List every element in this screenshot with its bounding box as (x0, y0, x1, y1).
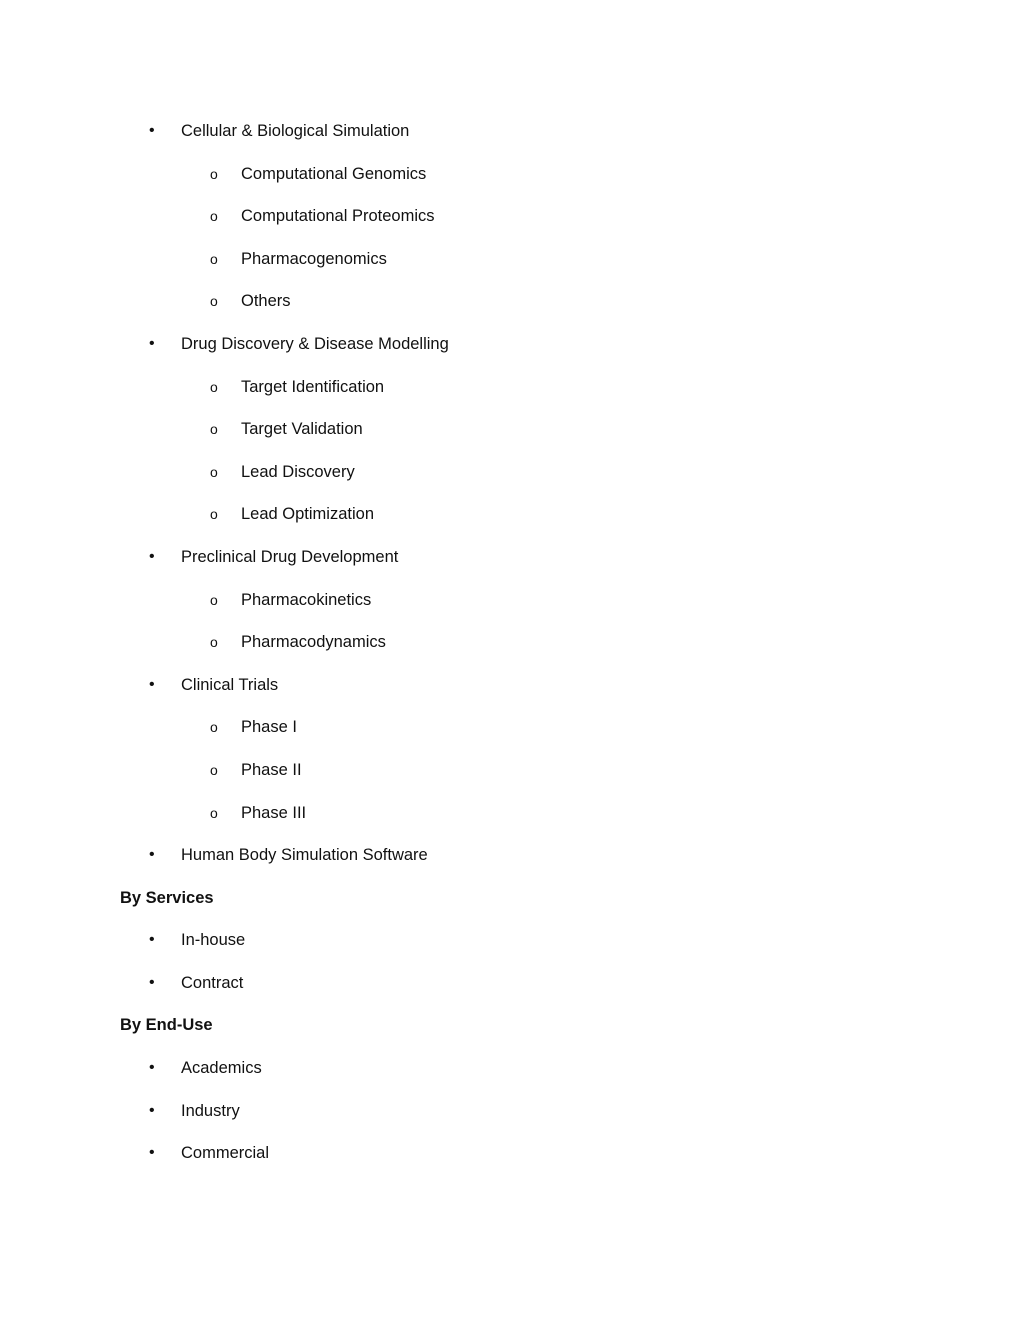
list-item-level2 (0, 706, 1024, 749)
list-item-level2 (0, 579, 1024, 622)
list-item-label: Pharmacodynamics (241, 633, 386, 652)
list-item-label: Others (241, 292, 291, 311)
bullet-dot-icon: • (149, 846, 155, 864)
bullet-circle-icon: o (210, 165, 218, 182)
list-item-level2 (0, 238, 1024, 281)
list-item-label: Contract (181, 973, 244, 992)
bullet-circle-icon: o (210, 634, 218, 651)
list-item-label: Target Validation (241, 420, 363, 439)
bullet-circle-icon: o (210, 591, 218, 608)
bullet-dot-icon: • (149, 547, 155, 565)
bullet-circle-icon: o (210, 506, 218, 523)
bullet-circle-icon: o (210, 208, 218, 225)
list-item-label: Pharmacokinetics (241, 590, 372, 609)
list-item-level1 (0, 110, 1024, 153)
list-item-label: In-house (181, 931, 246, 950)
list-item-level2 (0, 792, 1024, 835)
bullet-circle-icon: o (210, 421, 218, 438)
bullet-circle-icon: o (210, 719, 218, 736)
bullet-circle-icon: o (210, 293, 218, 310)
bullet-circle-icon: o (210, 378, 218, 395)
bullet-dot-icon: • (149, 1144, 155, 1162)
bullet-dot-icon: • (149, 973, 155, 991)
list-item-level1 (0, 1132, 1024, 1175)
bullet-dot-icon: • (149, 334, 155, 352)
list-item-label: Human Body Simulation Software (181, 846, 428, 865)
list-item-label: Phase I (241, 718, 297, 737)
section-heading-text: By Services (120, 888, 214, 907)
list-item-level2 (0, 195, 1024, 238)
list-item-level1 (0, 536, 1024, 579)
list-item-level1 (0, 323, 1024, 366)
list-item-level1 (0, 962, 1024, 1005)
list-item-label: Phase III (241, 803, 307, 822)
list-item-label: Preclinical Drug Development (181, 547, 399, 566)
list-item-level2 (0, 493, 1024, 536)
list-item-level1 (0, 664, 1024, 707)
list-item-label: Cellular & Biological Simulation (181, 122, 410, 140)
section-heading-text: By End-Use (120, 1016, 213, 1035)
bullet-dot-icon: • (149, 931, 155, 949)
list-item-level1 (0, 1090, 1024, 1133)
list-item-level2 (0, 280, 1024, 323)
list-item-label: Drug Discovery & Disease Modelling (181, 334, 449, 353)
list-item-label: Pharmacogenomics (241, 249, 387, 268)
list-item-level2 (0, 621, 1024, 664)
list-item-label: Clinical Trials (181, 675, 279, 694)
list-item-level1 (0, 919, 1024, 962)
bullet-dot-icon: • (149, 1059, 155, 1077)
list-item-level1 (0, 834, 1024, 877)
bullet-circle-icon: o (210, 804, 218, 821)
list-item-label: Target Identification (241, 377, 385, 396)
bullet-circle-icon: o (210, 463, 218, 480)
bullet-circle-icon: o (210, 250, 218, 267)
list-item-label: Phase II (241, 760, 302, 779)
list-item-label: Industry (181, 1101, 240, 1120)
section-heading (0, 877, 1024, 920)
bullet-dot-icon: • (149, 1101, 155, 1119)
bullet-dot-icon: • (149, 675, 155, 693)
list-item-level2 (0, 153, 1024, 196)
list-item-label: Computational Genomics (241, 164, 427, 183)
list-item-level1 (0, 1047, 1024, 1090)
list-item-label: Academics (181, 1059, 262, 1078)
list-item-level2 (0, 451, 1024, 494)
list-item-level2 (0, 366, 1024, 409)
bullet-circle-icon: o (210, 761, 218, 778)
section-heading (0, 1004, 1024, 1047)
list-item-level2 (0, 408, 1024, 451)
document-body (0, 110, 1024, 1175)
list-item-level2 (0, 749, 1024, 792)
list-item-label: Computational Proteomics (241, 207, 435, 226)
bullet-dot-icon: • (149, 122, 155, 139)
list-item-label: Lead Optimization (241, 505, 374, 524)
list-item-label: Lead Discovery (241, 462, 355, 481)
list-item-label: Commercial (181, 1144, 270, 1163)
